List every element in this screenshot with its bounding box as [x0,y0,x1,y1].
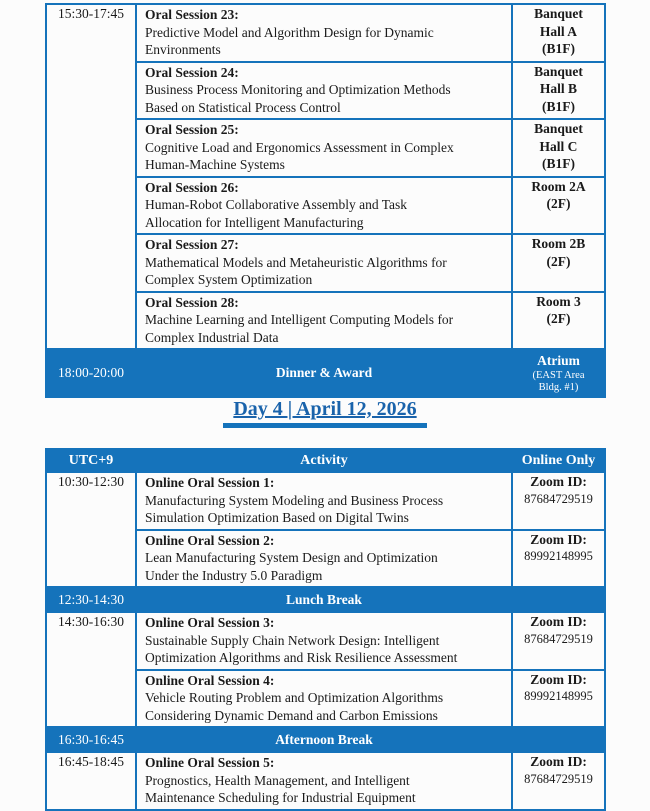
session-cell [136,530,512,588]
room-line: Room 2A [531,178,586,194]
session-desc-line: Predictive Model and Algorithm Design for Dynamic [145,24,434,40]
session-desc-line: Simulation Optimization Based on Digital Twins [145,510,409,525]
session-desc-line: Sustainable Supply Chain Network Design: Intelligent [145,632,440,648]
session-desc-line: Vehicle Routing Problem and Optimization Algorithms [145,690,444,705]
session-desc-line: Optimization Algorithms and Risk Resilience Assessment [145,650,458,665]
session-cell [136,62,512,120]
lunch-break-row [46,587,605,612]
session-cell [136,670,512,728]
session-cell [136,472,512,530]
session-desc-line: Human-Machine Systems [145,157,285,172]
day4-heading-underline [223,398,426,428]
session-cell [136,119,512,177]
session-desc-line: Prognostics, Health Management, and Intelligent [145,772,410,788]
session-title: Online Oral Session 5: [145,755,275,770]
table-row [46,752,605,810]
room-cell [512,292,605,350]
dinner-venue: Atrium [537,353,580,368]
session-title: Online Oral Session 4: [145,672,275,688]
session-title: Oral Session 24: [145,64,239,80]
afternoon-break-label-cell: Afternoon Break [136,727,512,752]
header-row [46,449,605,472]
session-desc-line: Considering Dynamic Demand and Carbon Emissions [145,707,438,723]
header-timezone: UTC+9 [46,449,136,472]
zoom-id-cell [512,670,605,728]
zoom-id-value: 87684729519 [524,491,593,506]
afternoon-break-empty-cell [512,727,605,752]
zoom-id-cell [512,752,605,810]
session-desc-line: Human-Robot Collaborative Assembly and Task [145,197,408,212]
table-row [46,612,605,670]
time-range-cell [46,4,136,349]
room-line: (2F) [546,311,571,326]
dinner-label-cell: Dinner & Award [136,349,512,397]
session-desc-line: Manufacturing System Modeling and Business Process [145,492,444,508]
session-title: Online Oral Session 3: [145,615,275,630]
time-range: 15:30-17:45 [58,6,124,21]
day4-heading: Day 4 | April 12, 2026 [233,398,417,420]
dinner-venue-sub-line: Bldg. #1) [538,381,579,393]
session-title: Online Oral Session 1: [145,475,275,490]
table-row [46,472,605,530]
session-title: Oral Session 23: [145,7,239,22]
dinner-venue-cell [512,349,605,397]
time-range: 16:45-18:45 [58,754,124,769]
room-cell [512,177,605,235]
session-desc-line: Based on Statistical Process Control [145,99,341,115]
room-line: (B1F) [542,41,575,56]
session-desc-line: Complex System Optimization [145,272,313,287]
session-desc-line: Lean Manufacturing System Design and Optimization [145,550,438,565]
header-activity: Activity [136,449,512,472]
room-cell [512,62,605,120]
zoom-id-value: 87684729519 [524,631,593,646]
time-range-cell [46,752,136,810]
session-cell [136,177,512,235]
session-desc-line: Cognitive Load and Ergonomics Assessment in Complex [145,139,454,155]
session-title: Oral Session 27: [145,237,239,252]
session-desc-line: Business Process Monitoring and Optimization Methods [145,82,451,97]
zoom-id-value: 87684729519 [524,771,593,786]
zoom-id-label: Zoom ID: [530,614,587,629]
session-title: Oral Session 28: [145,294,239,310]
lunch-label-cell: Lunch Break [136,587,512,612]
session-cell [136,4,512,62]
header-online-only: Online Only [512,449,605,472]
zoom-id-cell [512,530,605,588]
room-cell [512,119,605,177]
session-desc-line: Machine Learning and Intelligent Computing Models for [145,312,454,327]
room-line: Hall C [539,138,578,154]
room-line: Banquet [534,121,583,136]
lunch-empty-cell [512,587,605,612]
zoom-id-label: Zoom ID: [530,531,587,547]
table-row [46,4,605,62]
zoom-id-cell [512,612,605,670]
dinner-time-cell: 18:00-20:00 [46,349,136,397]
room-line: (2F) [546,196,571,211]
time-range-cell [46,612,136,727]
room-line: Hall A [539,23,578,39]
zoom-id-label: Zoom ID: [530,754,587,769]
room-line: Banquet [534,63,583,79]
room-cell [512,4,605,62]
day3-afternoon-schedule-table [45,3,606,398]
time-range: 10:30-12:30 [58,474,124,489]
day4-heading-wrap [0,398,650,428]
session-title: Oral Session 26: [145,179,239,195]
room-cell [512,234,605,292]
session-title: Online Oral Session 2: [145,532,275,548]
session-cell [136,752,512,810]
dinner-venue-sub-line: (EAST Area [532,369,585,381]
zoom-id-label: Zoom ID: [530,671,587,687]
time-range-cell [46,472,136,587]
session-desc-line: Under the Industry 5.0 Paradigm [145,567,323,583]
session-desc-line: Allocation for Intelligent Manufacturing [145,214,364,230]
lunch-time-cell: 12:30-14:30 [46,587,136,612]
room-line: (2F) [546,253,571,269]
dinner-award-row [46,349,605,397]
room-line: (B1F) [542,156,575,171]
zoom-id-value: 89992148995 [524,549,593,563]
room-line: (B1F) [542,98,575,114]
session-cell [136,234,512,292]
session-desc-line: Complex Industrial Data [145,329,279,345]
session-desc-line: Environments [145,42,221,57]
session-desc-line: Mathematical Models and Metaheuristic Algorithms for [145,254,447,270]
session-cell [136,292,512,350]
time-range: 14:30-16:30 [58,614,124,629]
zoom-id-value: 89992148995 [524,689,593,703]
session-desc-line: Maintenance Scheduling for Industrial Equipment [145,790,416,805]
day4-online-schedule-table [45,448,606,811]
room-line: Hall B [539,81,578,96]
zoom-id-label: Zoom ID: [530,474,587,489]
room-line: Room 3 [536,293,581,309]
session-cell [136,612,512,670]
afternoon-break-row [46,727,605,752]
afternoon-break-time-cell: 16:30-16:45 [46,727,136,752]
room-line: Banquet [534,6,583,21]
zoom-id-cell [512,472,605,530]
session-title: Oral Session 25: [145,122,239,137]
room-line: Room 2B [531,236,586,251]
